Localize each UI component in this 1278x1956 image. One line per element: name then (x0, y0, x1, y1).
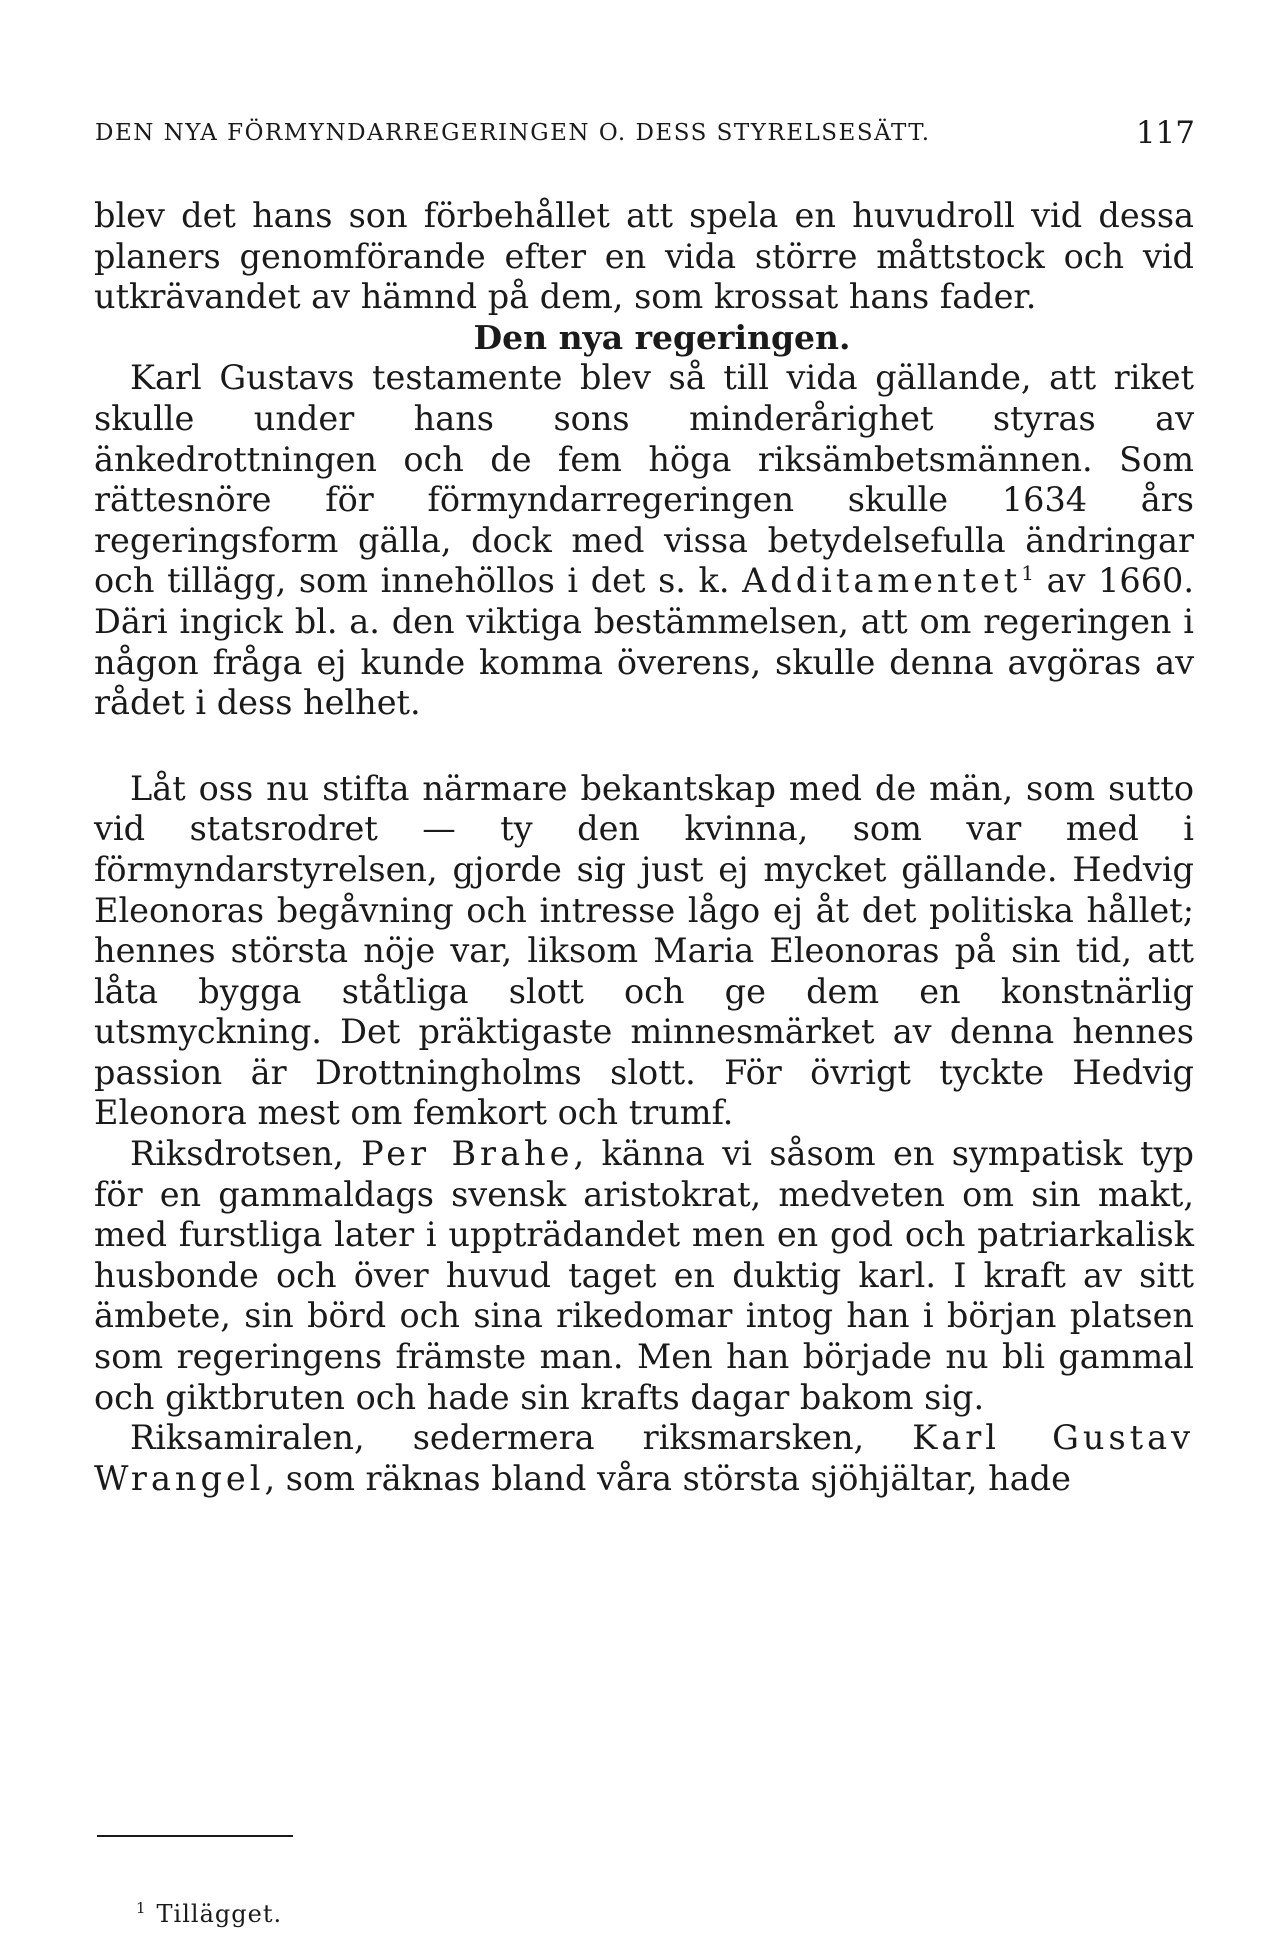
per-brahe-name: Per Brahe (361, 1134, 574, 1174)
paragraph-gap (94, 724, 1194, 769)
paragraph-2-part-b: av 1660. Däri ingick bl. a. den viktiga bestämmelsen, att om regeringen i någon fråga ej kunde komma överens, skulle denna avgöras av rådet i dess helhet. (94, 561, 1194, 723)
page-number: 117 (1135, 115, 1195, 151)
paragraph-5-part-b: , som räknas bland våra största sjöhjältar, hade (264, 1458, 1071, 1498)
additamentet-term: Additamentet (742, 561, 1022, 601)
paragraph-3: Låt oss nu stifta närmare bekantskap med de män, som sutto vid statsrodret — ty den kvinna, som var med i förmyndarstyrelsen, gjorde sig just ej mycket gällande. Hedvig Eleonoras begåvning och intresse lågo ej åt det politiska hållet; hennes största nöje var, liksom Maria Eleonoras på sin tid, att låta bygga ståtliga slott och ge dem en konstnärlig utsmyckning. Det präktigaste minnesmärket av denna hennes passion är Drottningholms slott. För övrigt tyckte Hedvig Eleonora mest om femkort och trumf. (94, 768, 1194, 1133)
paragraph-4-part-b: , känna vi såsom en sympatisk typ för en gammaldags svensk aristokrat, medveten om sin makt, med furstliga later i uppträdandet men en god och patriarkalisk husbonde och över huvud taget en duktig karl. I kraft av sitt ämbete, sin börd och sina rikedomar intog han i början platsen som regeringens främste man. Men han började nu bli gammal och giktbruten och hade sin krafts dagar bakom sig. (94, 1134, 1194, 1417)
running-title: DEN NYA FÖRMYNDARREGERINGEN O. DESS STYRELSESÄTT. (95, 120, 931, 146)
paragraph-4 (94, 1134, 1194, 1418)
footnote-mark: 1 (136, 1899, 147, 1917)
footnote (136, 1890, 282, 1932)
footnote-text: Tillägget. (156, 1900, 283, 1928)
paragraph-5-part-a: Riksamiralen, sedermera riksmarsken, (130, 1418, 865, 1458)
section-heading: Den nya regeringen. (473, 317, 851, 357)
karl-gustav-wrangel-name: Karl Gustav Wrangel (94, 1418, 1194, 1498)
paragraph-2-part-a: Karl Gustavs testamente blev så till vida gällande, att riket skulle under hans sons minderårighet styras av änkedrottningen och de fem höga riksämbetsmännen. Som rättesnöre för förmyndarregeringen skulle 1634 års regeringsform gälla, dock med vissa betydelsefulla ändringar och tillägg, som innehöllos i det s. k. (94, 358, 1194, 601)
footnote-rule (97, 1835, 293, 1837)
body-text (94, 196, 1194, 1499)
paragraph-5 (94, 1418, 1194, 1499)
paragraph-2 (94, 358, 1194, 723)
footnote-reference: 1 (1021, 561, 1034, 586)
paragraph-4-part-a: Riksdrotsen, (130, 1134, 344, 1174)
running-header (95, 113, 1195, 153)
paragraph-1: blev det hans son förbehållet att spela en huvudroll vid dessa planers genomförande efter en vida större måttstock och vid utkrävandet av hämnd på dem, som krossat hans fader. (94, 196, 1194, 317)
